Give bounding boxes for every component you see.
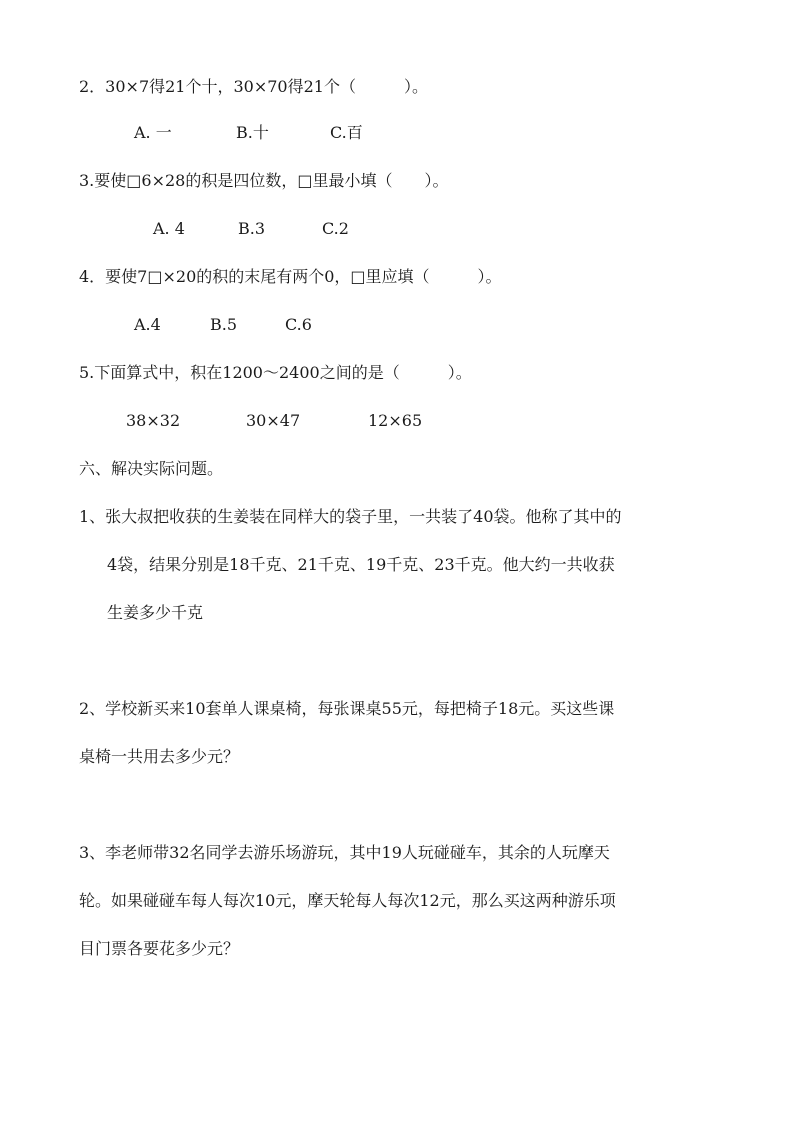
problem-2-line-2: 桌椅一共用去多少元？ bbox=[79, 747, 240, 766]
question-5-option-1: 38×32 bbox=[126, 411, 181, 430]
question-5-option-2: 30×47 bbox=[246, 411, 301, 430]
question-2-option-a: A. 一 bbox=[134, 123, 172, 142]
section-title: 六、解决实际问题。 bbox=[79, 459, 224, 478]
question-5-option-3: 12×65 bbox=[368, 411, 423, 430]
problem-1-line-1: 1、张大叔把收获的生姜装在同样大的袋子里，一共装了40袋。他称了其中的 bbox=[79, 507, 622, 526]
question-2-option-c: C.百 bbox=[330, 123, 363, 142]
question-2-option-b: B.十 bbox=[236, 123, 269, 142]
problem-3-line-2: 轮。如果碰碰车每人每次10元，摩天轮每人每次12元，那么买这两种游乐项 bbox=[79, 891, 616, 910]
question-2-text: 2．30×7得21个十，30×70得21个（ ）。 bbox=[79, 77, 428, 96]
problem-1-line-3: 生姜多少千克 bbox=[107, 603, 204, 622]
problem-1-line-2: 4袋，结果分别是18千克、21千克、19千克、23千克。他大约一共收获 bbox=[107, 555, 615, 574]
question-5-text: 5.下面算式中，积在1200～2400之间的是（ ）。 bbox=[79, 363, 472, 382]
question-4-option-c: C.6 bbox=[285, 315, 312, 334]
question-4-text: 4．要使7□×20的积的末尾有两个0，□里应填（ ）。 bbox=[79, 267, 502, 286]
question-3-option-b: B.3 bbox=[238, 219, 266, 238]
problem-2-line-1: 2、学校新买来10套单人课桌椅，每张课桌55元，每把椅子18元。买这些课 bbox=[79, 699, 615, 718]
question-3-option-c: C.2 bbox=[322, 219, 349, 238]
question-4-option-b: B.5 bbox=[210, 315, 238, 334]
problem-3-line-1: 3、李老师带32名同学去游乐场游玩，其中19人玩碰碰车，其余的人玩摩天 bbox=[79, 843, 610, 862]
problem-3-line-3: 目门票各要花多少元？ bbox=[79, 939, 240, 958]
question-3-option-a: A. 4 bbox=[153, 219, 185, 238]
question-3-text: 3.要使□6×28的积是四位数，□里最小填（ ）。 bbox=[79, 171, 449, 190]
question-4-option-a: A.4 bbox=[134, 315, 161, 334]
